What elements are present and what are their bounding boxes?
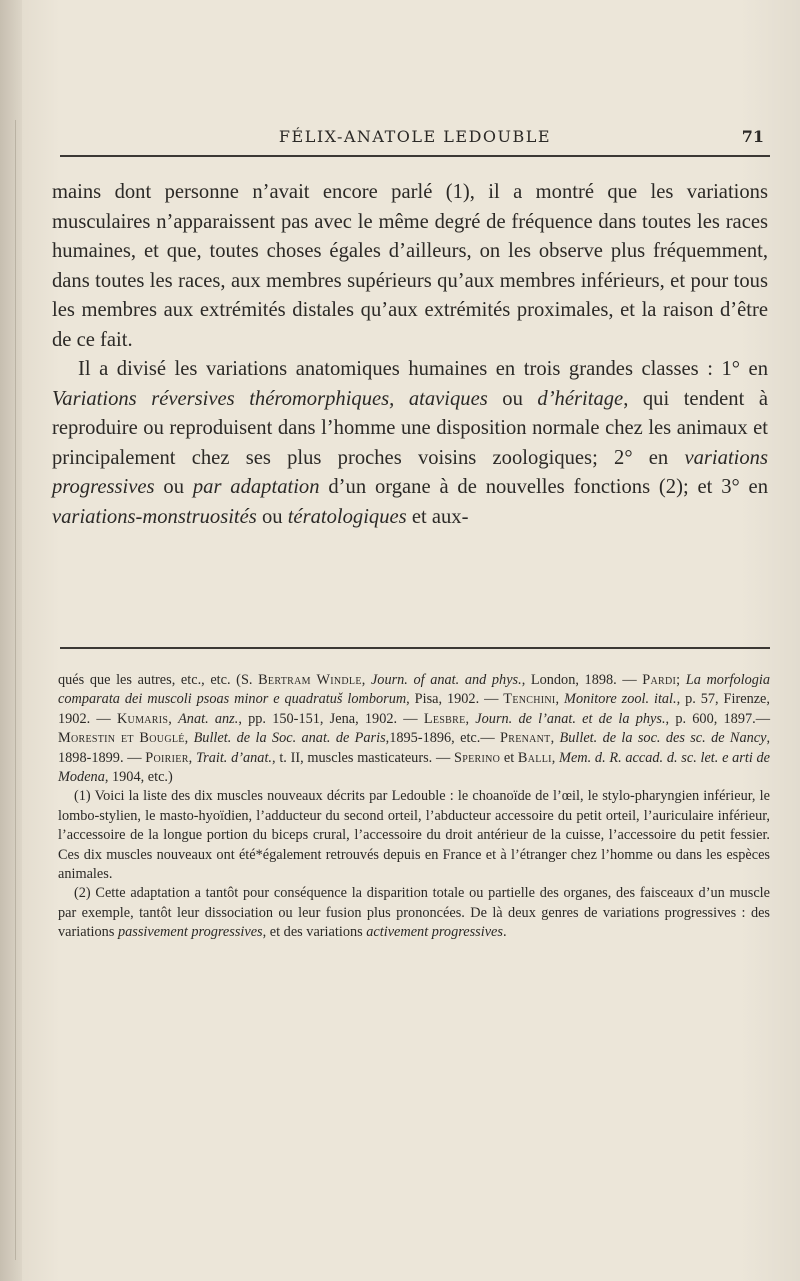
header-rule <box>60 155 770 157</box>
footnotes <box>58 671 770 943</box>
footnote-continued: qués que les autres, etc., etc. (S. Bertram Windle, Journ. of anat. and phys., London, 1898. — Pardi; La morfologia comparata dei muscoli psoas minor e quadratuš lomborum, Pisa, 1902. — Tenchini, Monitore zool. ital., p. 57, Firenze, 1902. — Kumaris, Anat. anz., pp. 150-151, Jena, 1902. — Lesbre, Journ. de l’anat. et de la phys., p. 600, 1897.— Morestin et Bouglé, Bullet. de la Soc. anat. de Paris,1895-1896, etc.— Prenant, Bullet. de la soc. des sc. de Nancy, 1898-1899. — Poirier, Trait. d’anat., t. II, muscles masticateurs. — Sperino et Balli, Mem. d. R. accad. d. sc. let. e arti de Modena, 1904, etc.) <box>58 672 771 786</box>
page-number: 71 <box>741 127 764 146</box>
paragraph-2: Il a divisé les variations anatomiques humaines en trois grandes classes : 1° en Variations réversives théromorphiques, ataviques ou d’héritage, qui tendent à reproduire ou reproduisent dans l’homme une disposition normale chez les animaux et principalement chez ses plus proches voisins zoologiques; 2° en variations progressives ou par adaptation d’un organe à de nouvelles fonctions (2); et 3° en variations-monstruosités ou tératologiques et aux- <box>52 358 768 528</box>
page-header <box>60 125 770 153</box>
main-text <box>52 178 768 532</box>
binding-gutter <box>0 0 22 1281</box>
footnote-rule <box>60 647 770 649</box>
paragraph-1: mains dont personne n’avait encore parlé (1), il a montré que les variations musculaires n’apparaissent pas avec le même degré de fréquence dans toutes les races humaines, et que, toutes choses égales d’ailleurs, on les observe plus fréquemment, dans toutes les races, aux membres supérieurs qu’aux membres inférieurs, et pour tous les membres aux extrémités distales qu’aux extrémités proximales, et la raison d’être de ce fait. <box>52 181 768 351</box>
footnote-1: (1) Voici la liste des dix muscles nouveaux décrits par Ledouble : le choanoïde de l’œil, le stylo-pharyngien inférieur, le lombo-stylien, le masto-hyoïdien, l’adducteur du second orteil, l’abducteur accessoire du petit orteil, l’auriculaire inférieur, l’accessoire de la longue portion du biceps crural, l’accessoire du droit antérieur de la cuisse, l’accessoire du petit fessier. Ces dix muscles nouveaux ont été*également retrouvés depuis en France et à l’étranger chez l’homme ou dans les espèces animales. <box>58 788 770 883</box>
running-title: FÉLIX-ANATOLE LEDOUBLE <box>278 127 552 146</box>
footnote-2: (2) Cette adaptation a tantôt pour conséquence la disparition totale ou partielle des organes, des faisceaux d’un muscle par exemple, tantôt leur dissociation ou leur fusion plus prononcées. De là deux genres de variations progressives : des variations passivement progressives, et des variations activement progressives. <box>58 885 770 941</box>
binding-shadow-line <box>15 120 16 1260</box>
